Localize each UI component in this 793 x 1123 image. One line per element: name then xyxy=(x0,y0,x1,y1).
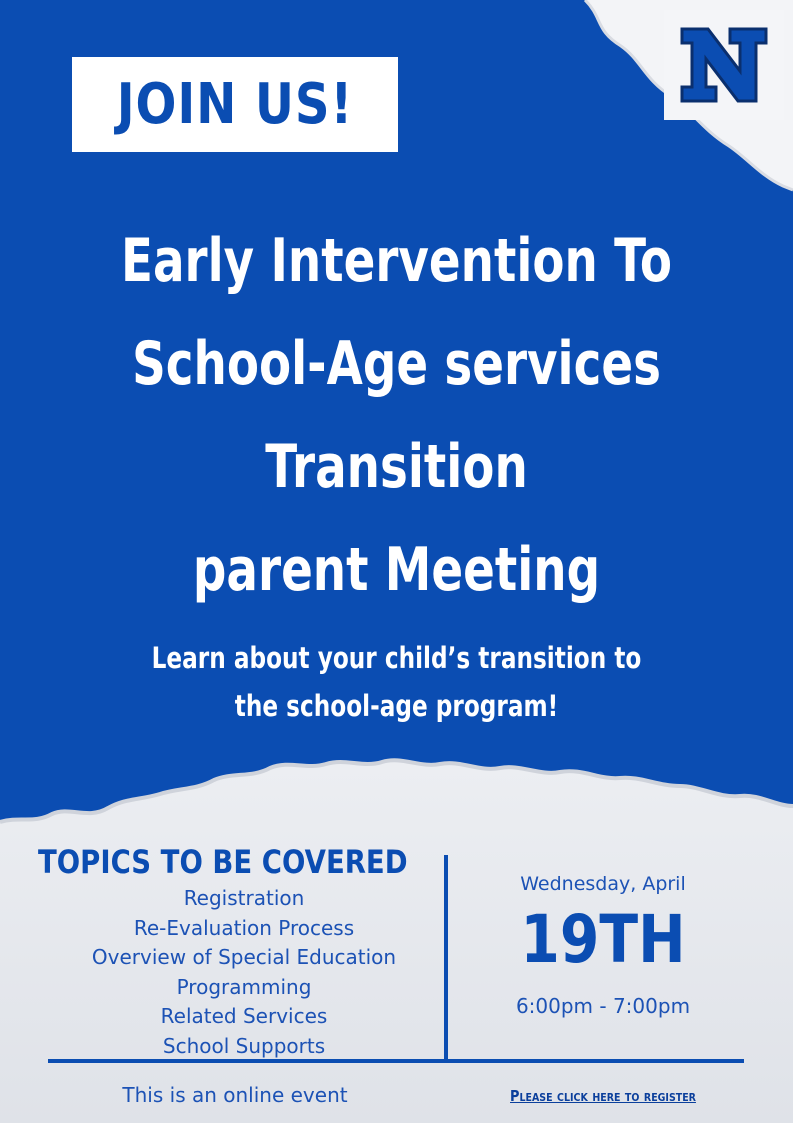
topic-item: School Supports xyxy=(162,1033,326,1058)
topics-heading: TOPICS TO BE COVERED xyxy=(38,843,408,881)
subtitle-line-1: Learn about your child’s transition to xyxy=(151,641,642,675)
subtitle-line-2: the school-age program! xyxy=(234,689,559,723)
topic-item: Programming xyxy=(176,974,312,999)
register-link[interactable]: Please click here to register xyxy=(510,1087,696,1105)
n-logo-icon xyxy=(678,25,770,105)
topic-item: Registration xyxy=(183,886,305,910)
title-line-4: parent Meeting xyxy=(192,535,601,605)
title-line-2: School-Age services xyxy=(132,329,661,399)
event-day: Wednesday, April xyxy=(520,873,686,895)
title-line-1: Early Intervention To xyxy=(121,226,672,296)
topic-item: Related Services xyxy=(160,1004,328,1028)
event-date: 19TH xyxy=(520,901,686,978)
topic-item: Overview of Special Education xyxy=(91,945,397,969)
topic-item: Re-Evaluation Process xyxy=(133,915,355,940)
online-event-note: This is an online event xyxy=(122,1083,348,1107)
join-us-label: JOIN US! xyxy=(116,72,354,137)
topics-list xyxy=(60,884,428,1061)
title-line-3: Transition xyxy=(265,432,528,502)
horizontal-divider xyxy=(48,1059,744,1063)
event-title xyxy=(0,210,793,622)
school-logo xyxy=(664,10,784,120)
event-subtitle xyxy=(0,634,793,730)
vertical-divider xyxy=(444,855,448,1060)
event-time: 6:00pm - 7:00pm xyxy=(515,994,691,1018)
